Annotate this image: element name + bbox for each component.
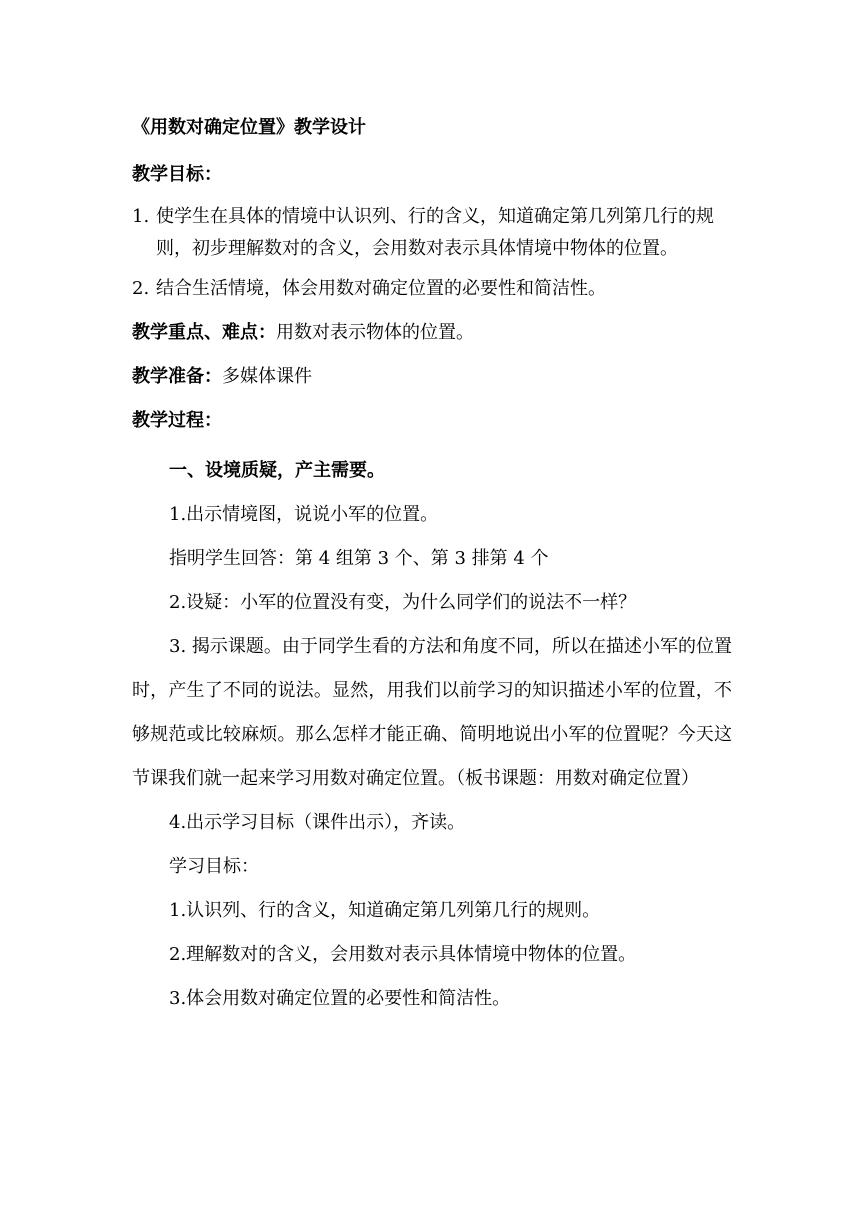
- step-2: 2.设疑：小军的位置没有变，为什么同学们的说法不一样？: [169, 592, 637, 613]
- preparation: [132, 359, 732, 395]
- step-4: 4.出示学习目标（课件出示），齐读。: [169, 812, 466, 833]
- key-points-text: 用数对表示物体的位置。: [276, 322, 474, 343]
- process-heading: 教学过程：: [132, 410, 222, 431]
- key-points-label: 教学重点、难点：: [132, 322, 276, 343]
- objective-item: [132, 273, 732, 305]
- objective-number: 2.: [132, 278, 150, 299]
- step-1: 1.出示情境图，说说小军的位置。: [169, 504, 439, 525]
- objective-item: [132, 201, 732, 265]
- preparation-text: 多媒体课件: [222, 366, 312, 387]
- goal-item: 2.理解数对的含义，会用数对表示具体情境中物体的位置。: [169, 944, 637, 965]
- step-1-answer: 指明学生回答：第 4 组第 3 个、第 3 排第 4 个: [169, 548, 549, 569]
- objectives-heading: 教学目标：: [132, 164, 222, 185]
- goal-item: 1.认识列、行的含义，知道确定第几列第几行的规则。: [169, 900, 601, 921]
- objective-number: 1.: [132, 206, 150, 227]
- preparation-label: 教学准备：: [132, 366, 222, 387]
- document-title: 《用数对确定位置》教学设计: [132, 117, 366, 138]
- section-title: 一、设境质疑，产主需要。: [169, 460, 385, 481]
- step-3-paragraph: 3. 揭示课题。由于同学生看的方法和角度不同，所以在描述小军的位置时，产生了不同的说法。显然，用我们以前学习的知识描述小军的位置，不够规范或比较麻烦。那么怎样才能正确、简明地说出小军的位置呢？今天这节课我们就一起来学习用数对确定位置。（板书课题：用数对确定位置）: [132, 636, 732, 789]
- goal-item: 3.体会用数对确定位置的必要性和简洁性。: [169, 988, 511, 1009]
- objective-text: 使学生在具体的情境中认识列、行的含义，知道确定第几列第几行的规则，初步理解数对的含义，会用数对表示具体情境中物体的位置。: [156, 206, 714, 259]
- document-body: [132, 110, 732, 1021]
- goals-heading: 学习目标：: [169, 856, 259, 877]
- objective-text: 结合生活情境，体会用数对确定位置的必要性和简洁性。: [156, 278, 606, 299]
- key-points: [132, 315, 732, 351]
